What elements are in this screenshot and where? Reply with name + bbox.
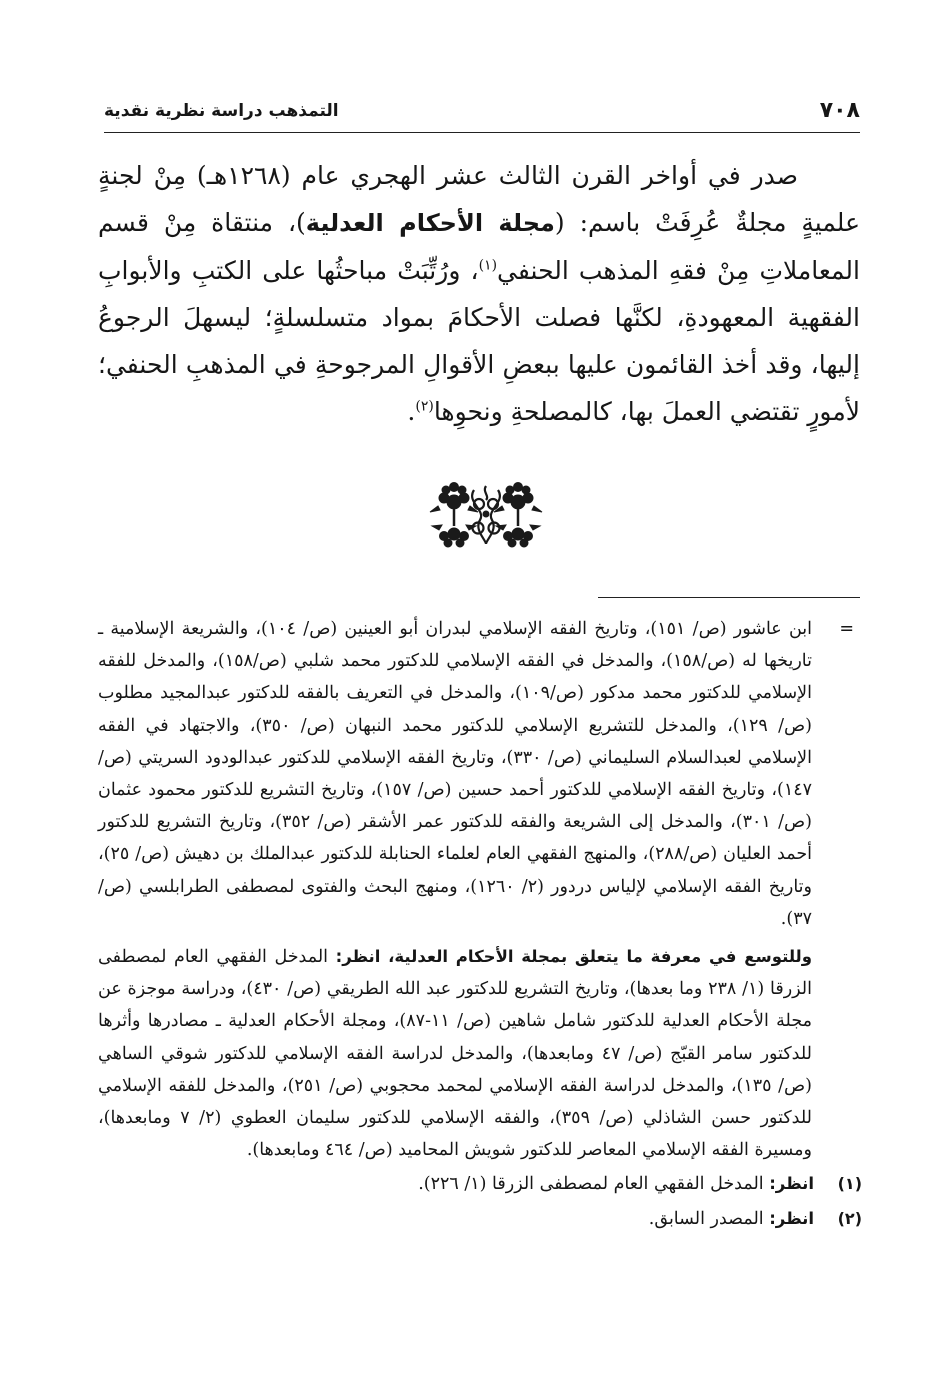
page-number: ٧٠٨ (819, 98, 860, 123)
footnote-text: ابن عاشور (ص/ ١٥١)، وتاريخ الفقه الإسلامي لبدران أبو العينين (ص/ ١٠٤)، والشريعة الإسلامية ـ تاريخها له (ص/١٥٨)، والمدخل في الفقه الإسلامي للدكتور محمد شلبي (ص/١٥٨)، والمدخل للفقه الإسلامي للدكتور محمد مدكور (ص/١٠٩)، والمدخل في التعريف بالفقه للدكتور عبدالمجيد مطلوب (ص/ ١٢٩)، والمدخل للتشريع الإسلامي للدكتور محمد النبهان (ص/ ٣٥٠)، والاجتهاد في الفقه الإسلامي لعبدالسلام السليماني (ص/ ٣٣٠)، وتاريخ الفقه الإسلامي للدكتور عبدالودود السريتي (ص/ ١٤٧)، وتاريخ الفقه الإسلامي للدكتور أحمد حسين (ص/ ١٥٧)، وتاريخ التشريع للدكتور محمود عثمان (ص/ ٣٠١)، والمدخل إلى الشريعة والفقه للدكتور عمر الأشقر (ص/ ٣٥٢)، وتاريخ التشريع للدكتور أحمد العليان (ص/٢٨٨)، والمنهج الفقهي العام لعلماء الحنابلة للدكتور عبدالملك بن دهيش (ص/ ٢٥)، وتاريخ الفقه الإسلامي لإلياس دردور (٢/ ١٢٦٠)، ومنهج البحث والفتوى لمصطفى الطرابلسي (ص/ ٣٧). (98, 619, 813, 929)
footnote-expansion (98, 941, 862, 1166)
text-segment: صدر في أواخر القرن الثالث عشر الهجري عام (١٢٦٨هـ) مِنْ لجنةٍ علميةٍ مجلةٌ عُرِفَتْ باسم: ( (98, 161, 860, 237)
page-header (104, 98, 860, 133)
footnote-bold-lead: انظر: (769, 1174, 814, 1194)
continuation-marker: = (839, 619, 854, 639)
text-segment: . (407, 397, 416, 426)
footnote-bold-lead: انظر: (769, 1208, 814, 1228)
floral-divider-icon (426, 482, 546, 548)
footnote-number[interactable]: (٢) (837, 1208, 862, 1228)
footnote-text: المدخل الفقهي العام لمصطفى الزرقا (١/ ٢٢٦). (418, 1174, 770, 1195)
bold-title: مجلة الأحكام العدلية (305, 209, 555, 237)
footnote-bold-lead: وللتوسع في معرفة ما يتعلق بمجلة الأحكام العدلية، انظر: (335, 947, 813, 967)
footnote-number[interactable]: (١) (837, 1174, 862, 1194)
footnote-1 (98, 1168, 862, 1200)
text-segment: ، ورُتِّبَتْ مباحثُها على الكتبِ والأبوابِ الفقهية المعهودةِ، لكنَّها فصلت الأحكامَ بمواد متسلسلةٍ؛ ليسهلَ الرجوعُ إليها، وقد أخذ القائمون عليها ببعضِ الأقوالِ المرجوحةِ في المذهبِ الحنفي؛ لأمورٍ تقتضي العملَ بها، كالمصلحةِ ونحوِها (98, 256, 860, 426)
footnote-text: المدخل الفقهي العام لمصطفى الزرقا (١/ ٢٣٨ وما بعدها)، وتاريخ التشريع للدكتور عبد الله الطريقي (ص/ ٤٣٠)، ودراسة موجزة عن مجلة الأحكام العدلية للدكتور شامل شاهين (ص/ ١١-٨٧)، ومجلة الأحكام العدلية ـ مصادرها وأثرها للدكتور سامر القبّج (ص/ ٤٧ ومابعدها)، والمدخل لدراسة الفقه الإسلامي للدكتور شوقي الساهي (ص/ ١٣٥)، والمدخل لدراسة الفقه الإسلامي لمحمد محجوبي (ص/ ٢٥١)، والمدخل للفقه الإسلامي للدكتور حسن الشاذلي (ص/ ٣٥٩)، والفقه الإسلامي للدكتور سليمان العطوي (٢/ ٧ ومابعدها)، ومسيرة الفقه الإسلامي المعاصر للدكتور شويش المحاميد (ص/ ٤٦٤ ومابعدها). (98, 947, 813, 1161)
footnote-text: المصدر السابق. (648, 1208, 770, 1229)
footnote-ref-2[interactable]: (٢) (415, 398, 434, 415)
footnote-2 (98, 1203, 862, 1235)
body-paragraph (98, 152, 860, 435)
running-title: التمذهب دراسة نظرية نقدية (104, 101, 339, 121)
text-segment: )، منتقاة مِنْ قسم المعاملاتِ مِنْ فقهِ المذهب الحنفي (98, 208, 860, 285)
footnotes-section (98, 613, 862, 1235)
footnote-continuation (98, 613, 862, 935)
main-paragraph (98, 152, 860, 435)
footnote-ref-1[interactable]: (١) (478, 257, 498, 274)
footnote-separator (598, 597, 860, 598)
